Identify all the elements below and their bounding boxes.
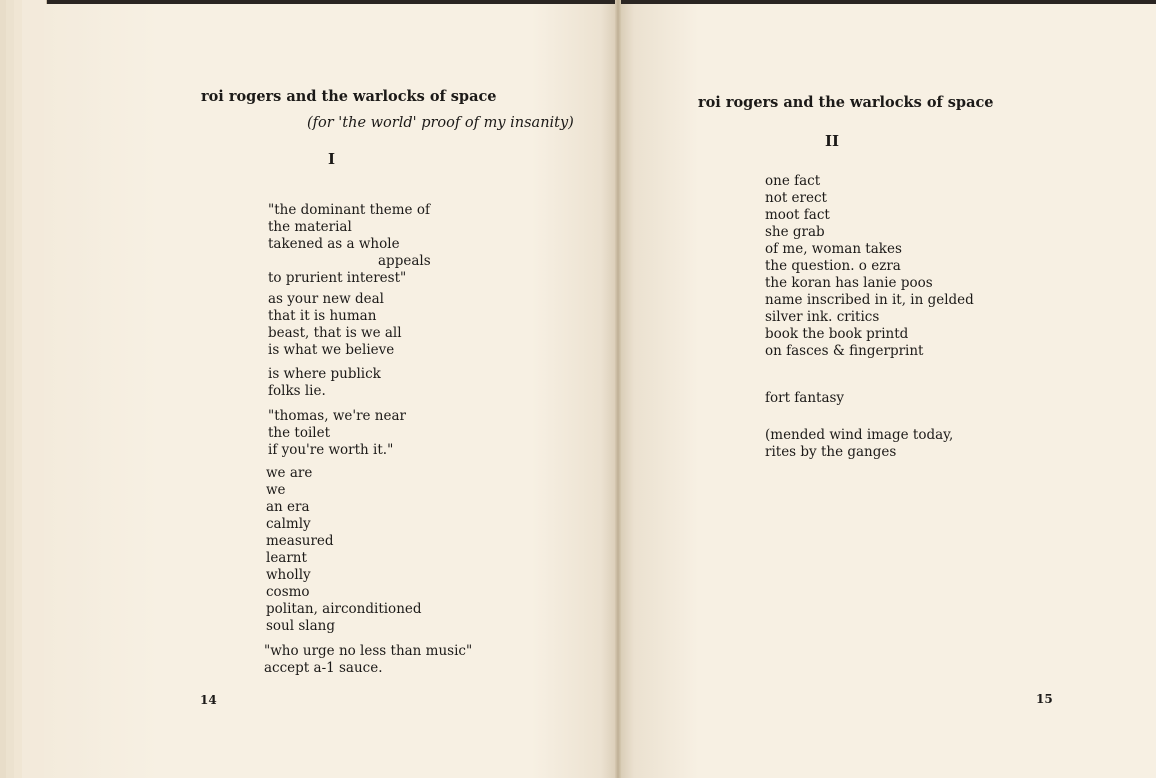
- poem-line: if you're worth it.": [268, 442, 394, 458]
- poem-line: appeals: [378, 253, 431, 269]
- poem-line: learnt: [266, 550, 307, 566]
- poem-line: wholly: [266, 567, 311, 583]
- poem-line: the toilet: [268, 425, 331, 441]
- poem-line: moot fact: [765, 207, 830, 223]
- poem-line: cosmo: [266, 584, 310, 600]
- poem-line: folks lie.: [268, 383, 326, 399]
- stanza: [264, 643, 472, 677]
- poem-line: is what we believe: [268, 342, 395, 358]
- stanza: [268, 366, 381, 400]
- poem-line: the question. o ezra: [765, 258, 901, 274]
- poem-line: as your new deal: [268, 291, 384, 307]
- stanza: [268, 291, 402, 359]
- poem-line: is where publick: [268, 366, 381, 382]
- poem-line: silver ink. critics: [765, 309, 880, 325]
- poem-line: "thomas, we're near: [268, 408, 406, 424]
- poem-line: we: [266, 482, 286, 498]
- poem-line: that it is human: [268, 308, 377, 324]
- poem-line: soul slang: [266, 618, 335, 634]
- poem-line: an era: [266, 499, 310, 515]
- stanza: [266, 465, 422, 635]
- poem-line: rites by the ganges: [765, 444, 897, 460]
- poem-line: not erect: [765, 190, 827, 206]
- right-page: [618, 4, 1156, 778]
- poem-line: she grab: [765, 224, 825, 240]
- poem-line: takened as a whole: [268, 236, 400, 252]
- stanza: [268, 202, 431, 287]
- poem-line: of me, woman takes: [765, 241, 902, 257]
- poem-line: calmly: [266, 516, 311, 532]
- book-gutter: [615, 0, 621, 778]
- poem-line: accept a-1 sauce.: [264, 660, 383, 676]
- poem-line: fort fantasy: [765, 390, 845, 406]
- stanza: [765, 390, 844, 407]
- page-title: roi rogers and the warlocks of space: [201, 88, 497, 105]
- poem-line: name inscribed in it, in gelded: [765, 292, 974, 308]
- dedication: (for 'the world' proof of my insanity): [307, 115, 574, 131]
- section-number: I: [328, 150, 336, 168]
- poem-line: beast, that is we all: [268, 325, 402, 341]
- poem-line: the koran has lanie poos: [765, 275, 933, 291]
- page-title: roi rogers and the warlocks of space: [698, 94, 994, 111]
- poem-line: politan, airconditioned: [266, 601, 422, 617]
- poem-line: "the dominant theme of: [268, 202, 430, 218]
- page-number: 15: [1036, 692, 1053, 706]
- poem-line: to prurient interest": [268, 270, 407, 286]
- stanza: [765, 427, 953, 461]
- stanza: [268, 408, 406, 459]
- poem-line: on fasces & fingerprint: [765, 343, 924, 359]
- section-number: II: [825, 132, 840, 150]
- poem-line: the material: [268, 219, 352, 235]
- poem-line: we are: [266, 465, 313, 481]
- stanza: [765, 173, 974, 360]
- page-number: 14: [200, 693, 217, 707]
- poem-line: one fact: [765, 173, 821, 189]
- poem-line: (mended wind image today,: [765, 427, 954, 443]
- poem-line: "who urge no less than music": [264, 643, 473, 659]
- poem-line: book the book printd: [765, 326, 909, 342]
- poem-line: measured: [266, 533, 334, 549]
